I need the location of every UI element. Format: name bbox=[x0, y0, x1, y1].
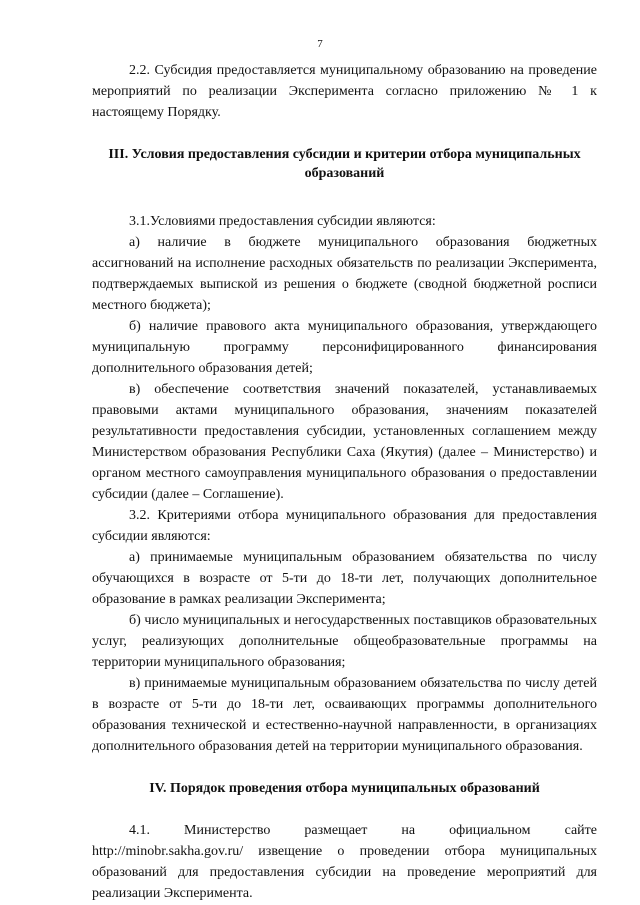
paragraph-3-1-c: в) обеспечение соответствия значений показателей, устанавливаемых правовыми актами муниципального образования, значениям показателей результативности предоставления субсидии, установленных соглашением между Министерством образования Республики Саха (Якутия) (далее – Министерство) и органом местного самоуправления муниципального образования о предоставлении субсидии (далее – Соглашение). bbox=[92, 382, 597, 502]
page-number: 7 bbox=[317, 38, 323, 50]
paragraph-3-2-a: а) принимаемые муниципальным образованием обязательства по числу обучающихся в возрасте от 5-ти до 18-ти лет, получающих дополнительное образование в рамках реализации Эксперимента; bbox=[92, 550, 597, 607]
paragraph-3-2-b: б) число муниципальных и негосударственных поставщиков образовательных услуг, реализующих дополнительные общеобразовательные программы на территории муниципального образования; bbox=[92, 613, 597, 670]
document-body bbox=[92, 60, 597, 904]
paragraph-3-1-a: а) наличие в бюджете муниципального образования бюджетных ассигнований на исполнение расходных обязательств по реализации Эксперимента, подтверждаемых выпиской из решения о бюджете (сводной бюджетной росписи местного бюджета); bbox=[92, 235, 597, 313]
paragraph-3-1: 3.1.Условиями предоставления субсидии являются: bbox=[129, 214, 436, 229]
paragraph-2-2: 2.2. Субсидия предоставляется муниципальному образованию на проведение мероприятий по реализации Эксперимента согласно приложению № 1 к настоящему Порядку. bbox=[92, 63, 597, 120]
paragraph-4-1: 4.1. Министерство размещает на официальном сайте http://minobr.sakha.gov.ru/ извещение о проведении отбора муниципальных образований для предоставления субсидии на проведение мероприятий для реализации Эксперимента. bbox=[92, 823, 597, 901]
paragraph-3-1-b: б) наличие правового акта муниципального образования, утверждающего муниципальную программу персонифицированного финансирования дополнительного образования детей; bbox=[92, 319, 597, 376]
section-4-heading: IV. Порядок проведения отбора муниципальных образований bbox=[149, 781, 540, 796]
paragraph-3-2-c: в) принимаемые муниципальным образованием обязательства по числу детей в возрасте от 5-ти до 18-ти лет, осваивающих программы дополнительного образования технической и естественно-научной направленности, в организациях дополнительного образования детей на территории муниципального образования. bbox=[92, 676, 597, 754]
paragraph-3-2: 3.2. Критериями отбора муниципального образования для предоставления субсидии являются: bbox=[92, 508, 597, 544]
section-3-heading: III. Условия предоставления субсидии и критерии отбора муниципальных образований bbox=[108, 147, 581, 181]
